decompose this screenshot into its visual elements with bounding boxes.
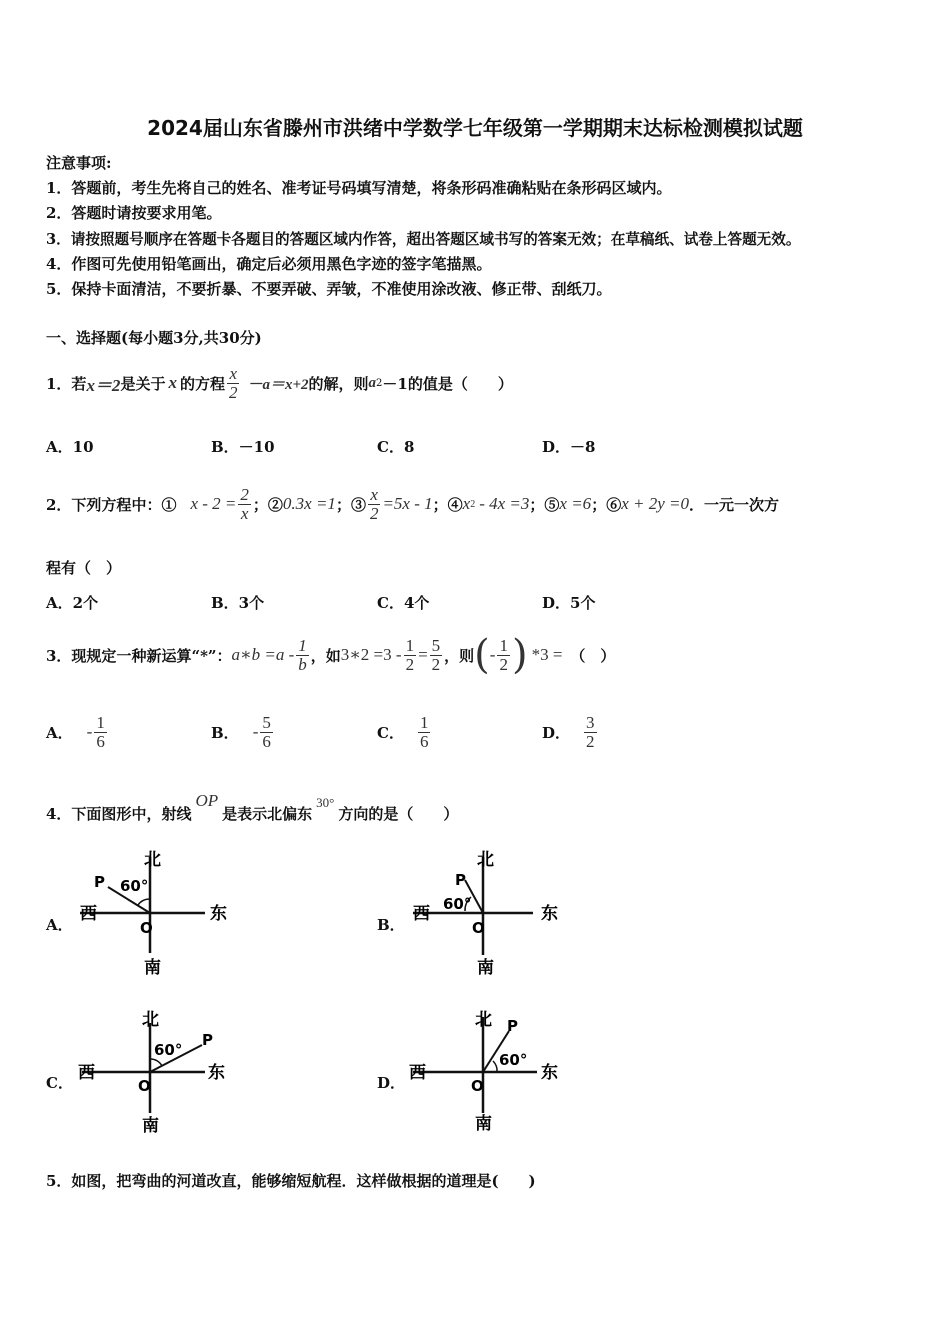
numerator: 3 [586, 712, 595, 732]
origin-label: O [471, 1077, 484, 1095]
q2-eq1-fraction [238, 486, 251, 523]
q1-prefix: 1．若 [46, 374, 87, 393]
denominator: 2 [228, 382, 238, 402]
q2-sep: ；④ [432, 495, 463, 514]
q4-text: 是表示北偏东 [222, 804, 313, 823]
origin-label: O [140, 919, 153, 937]
numerator: 1 [499, 635, 508, 655]
q3-option-d[interactable] [542, 707, 599, 757]
q4-option-b[interactable]: B． [377, 916, 405, 934]
east-label: 东 [210, 904, 227, 924]
q2-eq5: x =6 [559, 494, 592, 513]
denominator: 2 [586, 731, 595, 751]
compass-diagram-c [70, 1003, 250, 1138]
question-4 [46, 790, 458, 836]
east-label: 东 [541, 1063, 558, 1083]
q1-condition: x＝2 [86, 375, 121, 395]
q3-option-c[interactable] [377, 707, 432, 757]
notice-item: 4．作图可先使用铅笔画出，确定后必须用黑色字迹的签字笔描黑。 [46, 255, 492, 273]
q2-prefix: 2．下列方程中：① [46, 495, 177, 514]
q2-sep: ；⑥ [591, 495, 622, 514]
q3-minus: - [489, 645, 496, 664]
q2-option-d[interactable]: D．5个 [542, 594, 596, 612]
point-label: P [507, 1017, 518, 1035]
q2-eq2: 0.3x =1 [282, 494, 336, 513]
east-label: 东 [541, 904, 558, 924]
q3-option-a[interactable] [46, 707, 109, 757]
q3-option-b[interactable] [211, 707, 275, 757]
page-title: 2024届山东省滕州市洪绪中学数学七年级第一学期期末达标检测模拟试题 [147, 116, 803, 140]
west-label: 西 [80, 904, 97, 924]
q1-text: 的解，则 [308, 374, 369, 393]
option-label: B． [211, 723, 239, 742]
q3-prefix: 3．现规定一种新运算“*”： [46, 646, 232, 665]
origin-label: O [472, 919, 485, 937]
east-label: 东 [208, 1063, 225, 1083]
q4-option-c[interactable]: C． [46, 1074, 73, 1092]
q3-end: （ ） [570, 646, 616, 665]
option-sign: - [252, 722, 259, 741]
q2-eq4-base: x [462, 494, 471, 513]
denominator: 2 [369, 503, 379, 523]
numerator: 1 [419, 712, 429, 732]
south-label: 南 [142, 1116, 159, 1136]
angle-label: 60° [499, 1051, 528, 1069]
compass-diagram-a [70, 845, 250, 980]
q1-variable: x [168, 373, 177, 392]
q3-example-prefix: ，如 [310, 646, 341, 665]
option-sign: - [86, 722, 93, 741]
numerator: 1 [96, 712, 105, 732]
numerator: x [368, 486, 381, 505]
q2-tail: ．一元一次方 [689, 495, 780, 514]
notice-heading: 注意事项: [46, 154, 112, 172]
q4-option-d[interactable]: D． [377, 1074, 406, 1092]
south-label: 南 [477, 958, 494, 978]
numerator: 1 [405, 635, 415, 655]
denominator: x [240, 503, 249, 523]
q1-text: 的值是（ ） [407, 374, 513, 393]
south-label: 南 [475, 1114, 492, 1134]
option-label: C． [377, 723, 404, 742]
west-label: 西 [413, 904, 430, 924]
north-label: 北 [142, 1010, 159, 1030]
numerator: 1 [298, 635, 307, 655]
q1-option-c[interactable]: C．8 [377, 438, 415, 456]
option-fraction [94, 714, 107, 751]
q1-text: 的方程 [179, 374, 225, 393]
q1-expr-exponent: 2 [376, 377, 383, 389]
q2-line2: 程有（ ） [46, 559, 122, 577]
section-heading: 一、选择题(每小题3分,共30分) [46, 329, 262, 347]
question-3 [46, 624, 615, 686]
option-label: A． [46, 723, 73, 742]
q3-then: ，则 [444, 646, 475, 665]
q1-equation-rest: －a＝x+2 [247, 376, 309, 393]
option-fraction [418, 714, 431, 751]
notice-item: 3．请按照题号顺序在答题卡各题目的答题区域内作答，超出答题区域书写的答案无效；在草稿纸、试卷上答题无效。 [46, 231, 801, 248]
right-paren: ) [511, 632, 528, 678]
q2-eq1-lhs: x - 2 = [190, 494, 237, 513]
north-label: 北 [477, 850, 494, 870]
q4-option-a[interactable]: A． [46, 916, 73, 934]
q1-option-d[interactable]: D．－8 [542, 438, 596, 456]
denominator: 2 [499, 654, 508, 674]
q2-option-a[interactable]: A．2个 [46, 594, 99, 612]
point-label: P [94, 873, 105, 891]
q1-option-a[interactable]: A．10 [46, 438, 94, 456]
q3-def-lhs: a∗b =a - [231, 645, 295, 664]
q3-question-fraction [497, 637, 510, 674]
q1-expr-rest: －1 [382, 374, 408, 393]
q3-question-rest: *3 = [531, 645, 563, 664]
compass-diagram-b [405, 845, 585, 980]
q4-end: 方向的是（ ） [338, 804, 459, 823]
q3-def-fraction [296, 637, 309, 674]
angle-label: 60° [443, 895, 472, 913]
q1-fraction [227, 365, 240, 402]
denominator: 2 [431, 654, 441, 674]
compass-diagram-d [405, 1003, 585, 1138]
q1-text: 是关于 [120, 374, 166, 393]
question-2 [46, 472, 779, 536]
q2-eq6: x + 2y =0 [621, 494, 689, 513]
point-label: P [455, 871, 466, 889]
q1-option-b[interactable]: B．－10 [211, 438, 275, 456]
numerator: 5 [262, 712, 271, 732]
north-label: 北 [144, 850, 161, 870]
option-label: D． [542, 723, 571, 742]
q3-example-fraction-1 [404, 637, 417, 674]
left-paren: ( [474, 632, 490, 678]
option-fraction [584, 714, 597, 751]
q2-eq4-rest: - 4x =3 [479, 494, 530, 513]
notice-item: 2．答题时请按要求用笔。 [46, 204, 222, 222]
numerator: 2 [240, 484, 249, 504]
question-5: 5．如图，把弯曲的河道改直，能够缩短航程．这样做根据的道理是( ) [46, 1172, 536, 1190]
denominator: b [298, 654, 307, 674]
notice-item: 1．答题前，考生先将自己的姓名、准考证号码填写清楚，将条形码准确粘贴在条形码区域内。 [46, 179, 672, 197]
west-label: 西 [409, 1063, 426, 1083]
q2-sep: ；② [252, 495, 283, 514]
angle-label: 60° [120, 877, 149, 895]
notice-item: 5．保持卡面清洁，不要折暴、不要弄破、弄皱，不准使用涂改液、修正带、刮纸刀。 [46, 280, 612, 298]
origin-label: O [138, 1077, 151, 1095]
point-label: P [202, 1031, 213, 1049]
q3-example-lhs: 3∗2 =3 - [340, 645, 402, 664]
q2-eq3-rhs: =5x - 1 [382, 494, 433, 513]
q4-prefix: 4．下面图形中，射线 [46, 804, 192, 823]
q2-sep: ；⑤ [529, 495, 560, 514]
angle-label: 60° [154, 1041, 183, 1059]
numerator: 5 [431, 635, 441, 655]
denominator: 6 [419, 731, 429, 751]
denominator: 2 [405, 654, 415, 674]
q2-eq3-fraction [368, 486, 381, 523]
q2-sep: ；③ [335, 495, 366, 514]
option-fraction [260, 714, 273, 751]
q2-option-b[interactable]: B．3个 [211, 594, 265, 612]
q4-ray: OP [195, 791, 219, 810]
denominator: 6 [262, 731, 271, 751]
numerator: x [227, 365, 240, 384]
q3-example-fraction-2 [430, 637, 443, 674]
q1-expr-base: a [368, 374, 377, 391]
south-label: 南 [144, 958, 161, 978]
denominator: 6 [96, 731, 105, 751]
west-label: 西 [78, 1063, 95, 1083]
q2-eq4-exponent: 2 [470, 498, 476, 510]
q3-example-eq: = [418, 645, 428, 664]
north-label: 北 [475, 1010, 492, 1030]
q4-angle: 30° [316, 795, 335, 810]
q2-option-c[interactable]: C．4个 [377, 594, 430, 612]
question-1 [46, 352, 513, 414]
